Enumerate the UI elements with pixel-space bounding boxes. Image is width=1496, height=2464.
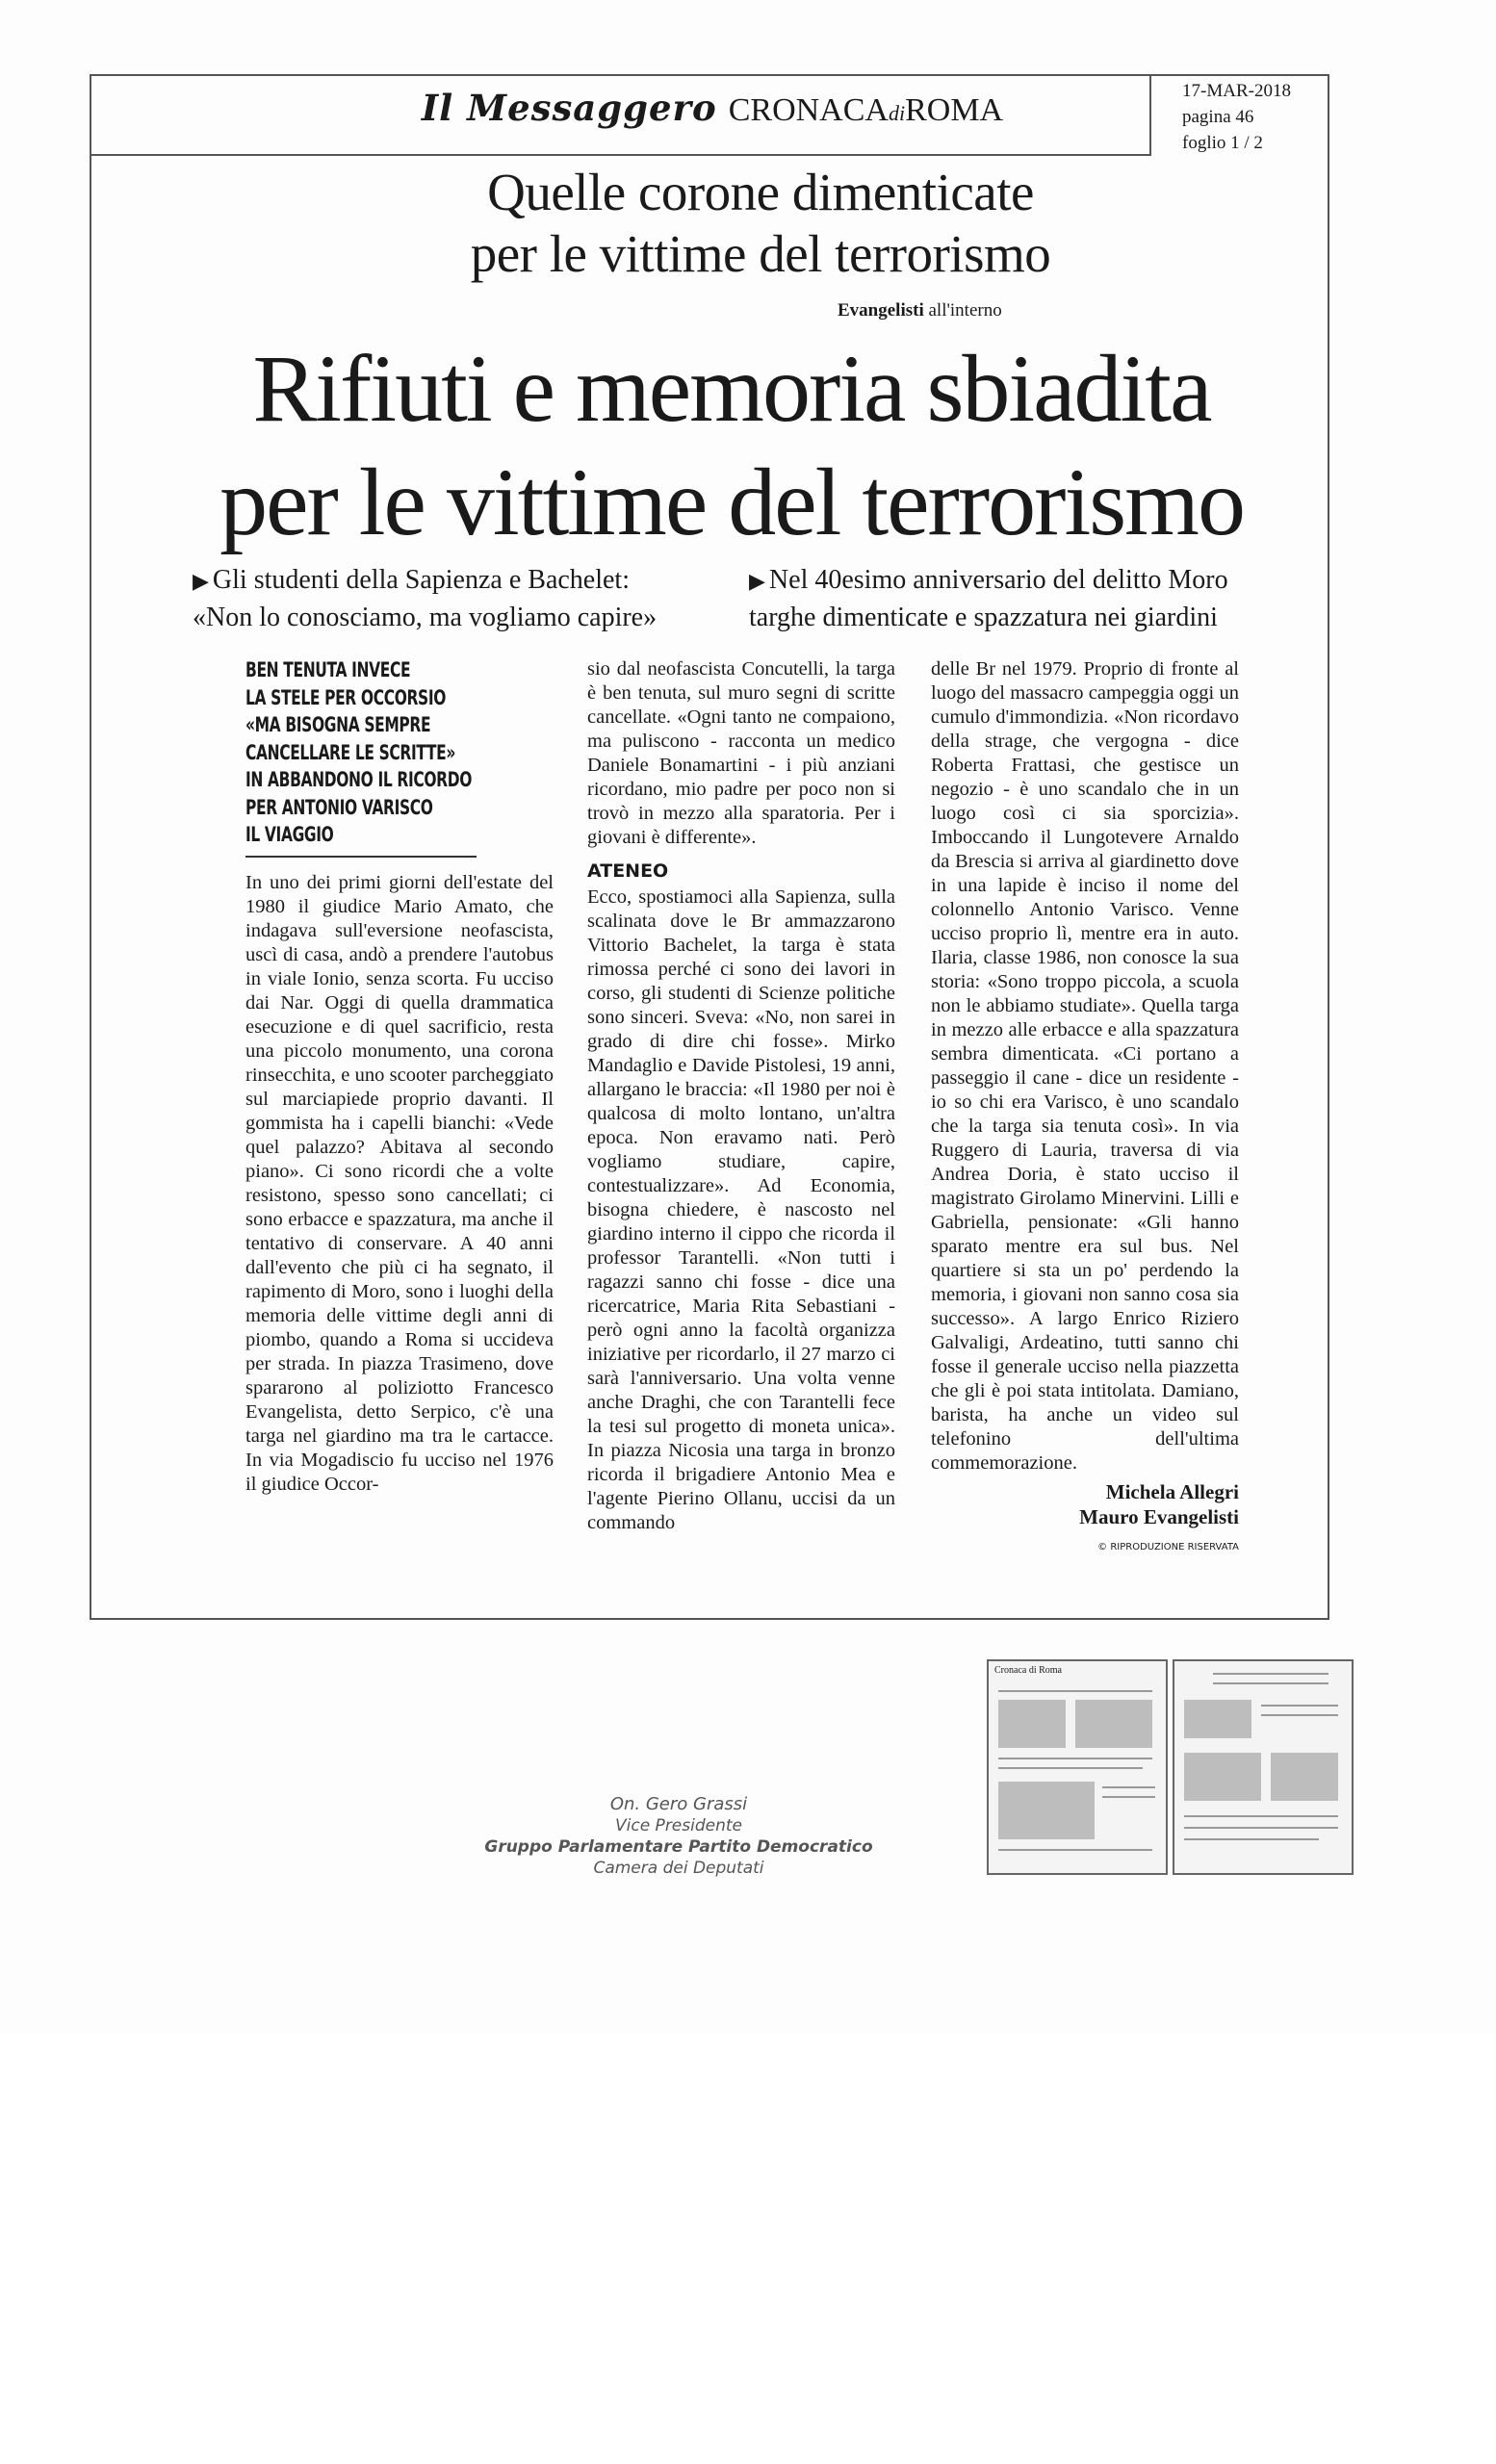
header-divider — [90, 154, 1150, 156]
body-paragraph: In uno dei primi giorni dell'estate del 1980 il giudice Mario Amato, che indagava sull'eversione neofascista, uscì di casa, andò a prendere l'autobus in viale Ionio, senza scorta. Fu ucciso dai Nar. Oggi di quella drammatica esecuzione e di quel sacrificio, resta una piccolo monumento, una corona rinsecchita, e uno scooter parcheggiato sul marciapiede proprio davanti. Il gommista ha i capelli bianchi: «Vede quel palazzo? Abitava al secondo piano». Ci sono ricordi che a volte resistono, spesso sono cancellati; ci sono erbacce e spazzatura, ma anche il tentativo di conservare. A 40 anni dall'evento che più ci ha segnato, il rapimento di Moro, sono i luoghi della memoria delle vittime degli anni di piombo, quando a Roma si uccideva per strada. In piazza Trasimeno, dove spararono al poliziotto Francesco Evangelista, detto Serpico, c'è una targa nel giardino ma tra le cartacce. In via Mogadiscio fu ucciso nel 1976 il giudice Occor- — [245, 871, 554, 1495]
thumbnail-image — [1184, 1753, 1261, 1801]
thumbnail-text-line — [1184, 1827, 1338, 1829]
thumbnail-text-line — [1213, 1682, 1328, 1684]
page-thumbnail-2 — [1173, 1659, 1354, 1875]
thumbnail-image — [998, 1782, 1095, 1839]
thumbnail-text-line — [1261, 1714, 1338, 1716]
thumbnail-text-line — [998, 1767, 1143, 1769]
office-stamp: On. Gero Grassi Vice Presidente Gruppo Parlamentare Partito Democratico Camera dei Deputati — [484, 1794, 873, 1878]
triangle-bullet-icon: ▶ — [749, 569, 765, 593]
page-thumbnail-1 — [987, 1659, 1168, 1875]
front-page-title: Quelle corone dimenticate per le vittime del terrorismo — [470, 163, 1051, 283]
thumbnail-image — [1075, 1700, 1152, 1748]
article-column-2 — [587, 657, 895, 1535]
masthead — [289, 87, 1136, 129]
body-paragraph: delle Br nel 1979. Proprio di fronte al luogo del massacro campeggia oggi un cumulo d'immondizia. «Non ricordavo della strage, che vergogna - dice Roberta Frattasi, che gestisce un negozio - è uno scandalo che in un luogo così ci sia sporcizia». Imboccando il Lungotevere Arnaldo da Brescia si arriva al giardinetto dove in una lapide è inciso il nome del colonnello Antonio Varisco. Venne ucciso proprio lì, mentre era in auto. Ilaria, classe 1986, non conosce la sua storia: «Sono troppo piccola, a scuola non le abbiamo studiate». Quella targa in mezzo alle erbacce e alla spazzatura sembra dimenticata. «Ci portano a passeggio il cane - dice un residente - io so chi era Varisco, è uno scandalo che la targa sia tenuta così». In via Ruggero di Lauria, traversa di via Andrea Doria, è stato ucciso il magistrato Girolamo Minervini. Lilli e Gabriella, pensionate: «Gli hanno sparato mentre era sul bus. Nel quartiere si sta un po' perdendo la memoria, i giovani non sanno cosa sia successo». A largo Enrico Riziero Galvaligi, Ardeatino, tutti sanno chi fosse il generale ucciso nella piazzetta che gli è poi stata intitolata. Damiano, barista, ha anche un video sul telefonino dell'ultima commemorazione. — [931, 658, 1239, 1474]
byline-reference: Evangelisti all'interno — [838, 300, 1002, 321]
section-name: CRONACAdiROMA — [728, 92, 1004, 128]
subheadline-left: ▶ Gli studenti della Sapienza e Bachelet: «Non lo conosciamo, ma vogliamo capire» — [193, 565, 658, 632]
summary-rule — [245, 856, 477, 858]
thumbnail-text-line — [1184, 1838, 1319, 1840]
thumbnail-image — [1184, 1700, 1251, 1738]
copyright-notice: © RIPRODUZIONE RISERVATA — [1097, 1542, 1239, 1553]
subheadline-right: ▶ Nel 40esimo anniversario del delitto Moro targhe dimenticate e spazzatura nei giardini — [749, 565, 1228, 632]
article-column-1 — [245, 657, 554, 1497]
issue-info — [1149, 74, 1329, 156]
thumbnail-text-line — [1261, 1705, 1338, 1707]
thumbnail-text-line — [1102, 1796, 1155, 1798]
headline: Rifiuti e memoria sbiadita per le vittime del terrorismo — [219, 335, 1244, 555]
author-signature: Michela Allegri Mauro Evangelisti — [1079, 1480, 1239, 1528]
thumbnail-text-line — [998, 1690, 1152, 1692]
thumbnail-text-line — [998, 1849, 1152, 1851]
page-number: pagina 46 — [1182, 107, 1254, 127]
thumbnail-text-line — [1213, 1673, 1328, 1675]
body-paragraph: sio dal neofascista Concutelli, la targa è ben tenuta, sul muro segni di scritte cancellate. «Ogni tanto ne compaiono, ma puliscono - racconta un medico Daniele Bonamartini - i più anziani ricordano, mio padre per poco non si trovò in mezzo alla sparatoria. Per i giovani è differente». — [587, 658, 895, 848]
thumbnail-image — [1271, 1753, 1338, 1801]
thumbnail-title: Cronaca di Roma — [994, 1665, 1062, 1676]
sheet-number: foglio 1 / 2 — [1182, 133, 1263, 153]
thumbnail-text-line — [1184, 1815, 1338, 1817]
section-subhead: ATENEO — [587, 860, 669, 882]
issue-date: 17-MAR-2018 — [1182, 81, 1291, 101]
summary-box: BEN TENUTA INVECE LA STELE PER OCCORSIO «MA BISOGNA SEMPRE CANCELLARE LE SCRITTE» IN ABBANDONO IL RICORDO PER ANTONIO VARISCO IL VIAGGIO — [245, 658, 473, 847]
article-column-3 — [931, 657, 1239, 1559]
body-paragraph: Ecco, spostiamoci alla Sapienza, sulla scalinata dove le Br ammazzarono Vittorio Bachelet, la targa è stata rimossa perché ci sono dei lavori in corso, gli studenti di Scienze politiche sono sinceri. Sveva: «No, non sarei in grado di dire chi fosse». Mirko Mandaglio e Davide Pistolesi, 19 anni, allargano le braccia: «Il 1980 per noi è qualcosa di molto lontano, un'altra epoca. Non eravamo nati. Però vogliamo studiare, capire, contestualizzare». Ad Economia, bisogna chiedere, è nascosto nel giardino interno il cippo che ricorda il professor Tarantelli. «Non tutti i ragazzi sanno chi fosse - dice una ricercatrice, Maria Rita Sebastiani - però ogni anno la facoltà organizza iniziative per ricordarlo, il 27 marzo ci sarà l'anniversario. Una volta venne anche Draghi, che con Tarantelli fece la tesi sul progetto di moneta unica». In piazza Nicosia una targa in bronzo ricorda il brigadiere Antonio Mea e l'agente Pierino Ollanu, uccisi da un commando — [587, 886, 895, 1533]
thumbnail-image — [998, 1700, 1066, 1748]
thumbnail-text-line — [1102, 1786, 1155, 1788]
triangle-bullet-icon: ▶ — [193, 569, 209, 593]
thumbnail-text-line — [998, 1758, 1152, 1759]
newspaper-logo: Il Messaggero — [421, 87, 717, 129]
